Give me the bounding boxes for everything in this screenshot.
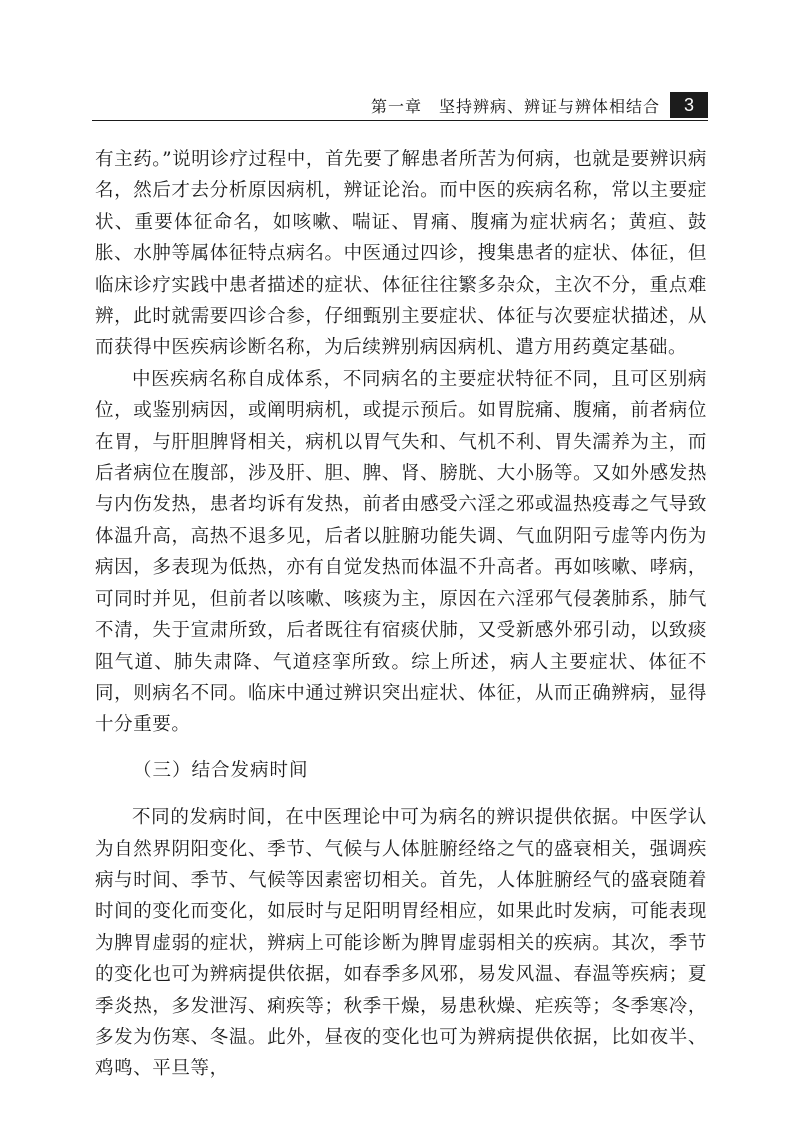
chapter-title: 第一章 坚持辨病、辨证与辨体相结合 bbox=[370, 97, 660, 116]
page-number: 3 bbox=[670, 92, 708, 118]
paragraph-disease-names: 中医疾病名称自成体系，不同病名的主要症状特征不同，且可区别病位，或鉴别病因，或阐明病机，或提示预后。如胃脘痛、腹痛，前者病位在胃，与肝胆脾肾相关，病机以胃气失和、气机不利、胃失濡养为主，而后者病位在腹部，涉及肝、胆、脾、肾、膀胱、大小肠等。又如外感发热与内伤发热，患者均诉有发热，前者由感受六淫之邪或温热疫毒之气导致体温升高，高热不退多见，后者以脏腑功能失调、气血阴阳亏虚等内伤为病因，多表现为低热，亦有自觉发热而体温不升高者。再如咳嗽、哮病，可同时并见，但前者以咳嗽、咳痰为主，原因在六淫邪气侵袭肺系，肺气不清，失于宣肃所致，后者既往有宿痰伏肺，又受新感外邪引动，以致痰阻气道、肺失肃降、气道痉挛所致。综上所述，病人主要症状、体征不同，则病名不同。临床中通过辨识突出症状、体征，从而正确辨病，显得十分重要。 bbox=[95, 368, 707, 736]
paragraph-onset-time: 不同的发病时间，在中医理论中可为病名的辨识提供依据。中医学认为自然界阴阳变化、季节、气候与人体脏腑经络之气的盛衰相关，强调疾病与时间、季节、气候等因素密切相关。首先，人体脏腑经气的盛衰随着时间的变化而变化，如辰时与足阳明胃经相应，如果此时发病，可能表现为脾胃虚弱的症状，辨病上可能诊断为脾胃虚弱相关的疾病。其次，季节的变化也可为辨病提供依据，如春季多风邪，易发风温、春温等疾病；夏季炎热，多发泄泻、痢疾等；秋季干燥，易患秋燥、疟疾等；冬季寒冷，多发为伤寒、冬温。此外，昼夜的变化也可为辨病提供依据，比如夜半、鸡鸣、平旦等， bbox=[95, 807, 707, 1080]
paragraph-continuation: 有主药。”说明诊疗过程中，首先要了解患者所苦为何病，也就是要辨识病名，然后才去分析原因病机，辨证论治。而中医的疾病名称，常以主要症状、重要体征命名，如咳嗽、喘证、胃痛、腹痛为症状病名；黄疸、鼓胀、水肿等属体征特点病名。中医通过四诊，搜集患者的症状、体征，但临床诊疗实践中患者描述的症状、体征往往繁多杂众，主次不分，重点难辨，此时就需要四诊合参，仔细甄别主要症状、体征与次要症状描述，从而获得中医疾病诊断名称，为后续辨别病因病机、遣方用药奠定基础。 bbox=[95, 149, 708, 359]
running-header bbox=[92, 92, 708, 122]
body-text bbox=[95, 144, 707, 1085]
header-rule bbox=[92, 120, 708, 121]
section-heading: （三）结合发病时间 bbox=[133, 759, 309, 781]
